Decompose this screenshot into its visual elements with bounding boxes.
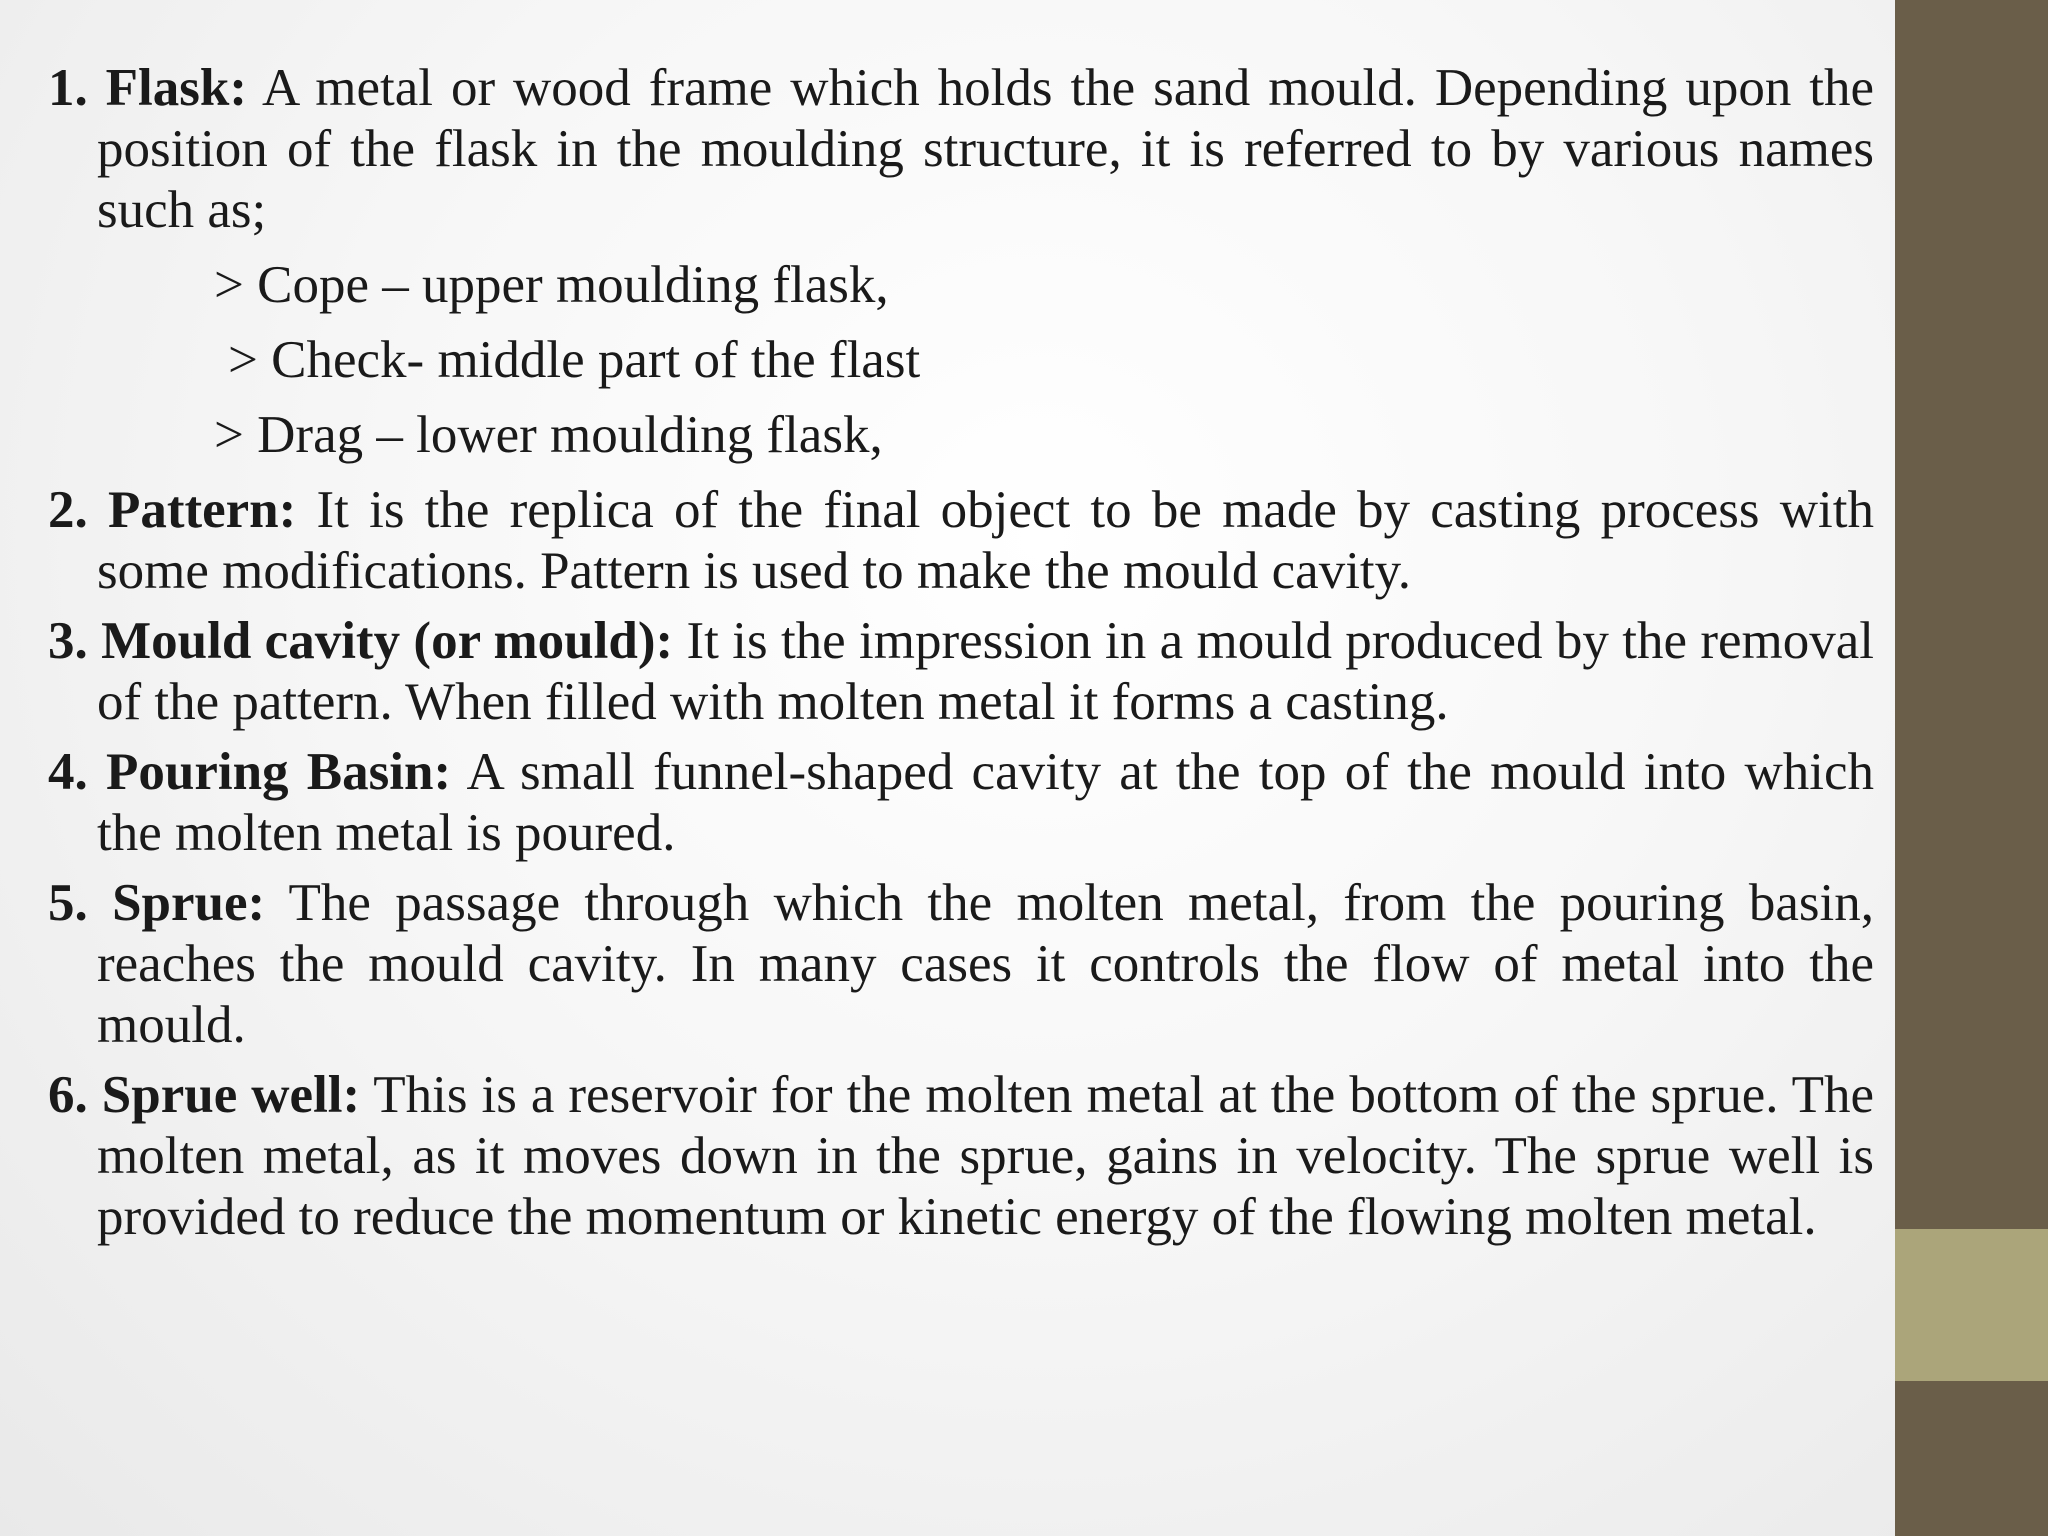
definition-text: This is a reservoir for the molten metal at the bottom of the sprue. The molten metal, as it moves down in the sprue, gains in velocity. The sprue well is provided to reduce the momentum or kinetic energy of the flowing molten metal. <box>97 1066 1874 1246</box>
flask-part-cope: > Cope – upper moulding flask, <box>214 256 889 314</box>
definition-item-pattern <box>48 480 1874 602</box>
term-label: 6. Sprue well: <box>48 1066 361 1124</box>
flask-part-check: > Check- middle part of the flast <box>228 331 921 389</box>
definition-item-sprue <box>48 873 1874 1056</box>
term-label: 3. Mould cavity (or mould): <box>48 612 674 670</box>
term-label: 2. Pattern: <box>48 481 297 539</box>
flask-part-drag: > Drag – lower moulding flask, <box>214 406 883 464</box>
slide-content <box>48 58 1874 1257</box>
term-label: 1. Flask: <box>48 59 248 117</box>
definition-item-flask <box>48 58 1874 241</box>
definition-text: The passage through which the molten metal, from the pouring basin, reaches the mould cavity. In many cases it controls the flow of metal into the mould. <box>97 874 1874 1054</box>
definition-text: It is the replica of the final object to be made by casting process with some modifications. Pattern is used to make the mould cavity. <box>97 481 1874 600</box>
definition-text: It is the impression in a mould produced by the removal of the pattern. When filled with molten metal it forms a casting. <box>97 612 1874 731</box>
definition-item-sprue-well <box>48 1065 1874 1248</box>
term-label: 5. Sprue: <box>48 874 266 932</box>
sidebar-band <box>1895 0 2048 1536</box>
definition-text: A metal or wood frame which holds the sand mould. Depending upon the position of the flask in the moulding structure, it is referred to by various names such as; <box>97 59 1874 239</box>
sidebar-accent-block <box>1895 1229 2048 1381</box>
definition-text: A small funnel-shaped cavity at the top of the mould into which the molten metal is poured. <box>97 743 1874 862</box>
definition-item-pouring-basin <box>48 742 1874 864</box>
definition-item-mould-cavity <box>48 611 1874 733</box>
term-label: 4. Pouring Basin: <box>48 743 452 801</box>
